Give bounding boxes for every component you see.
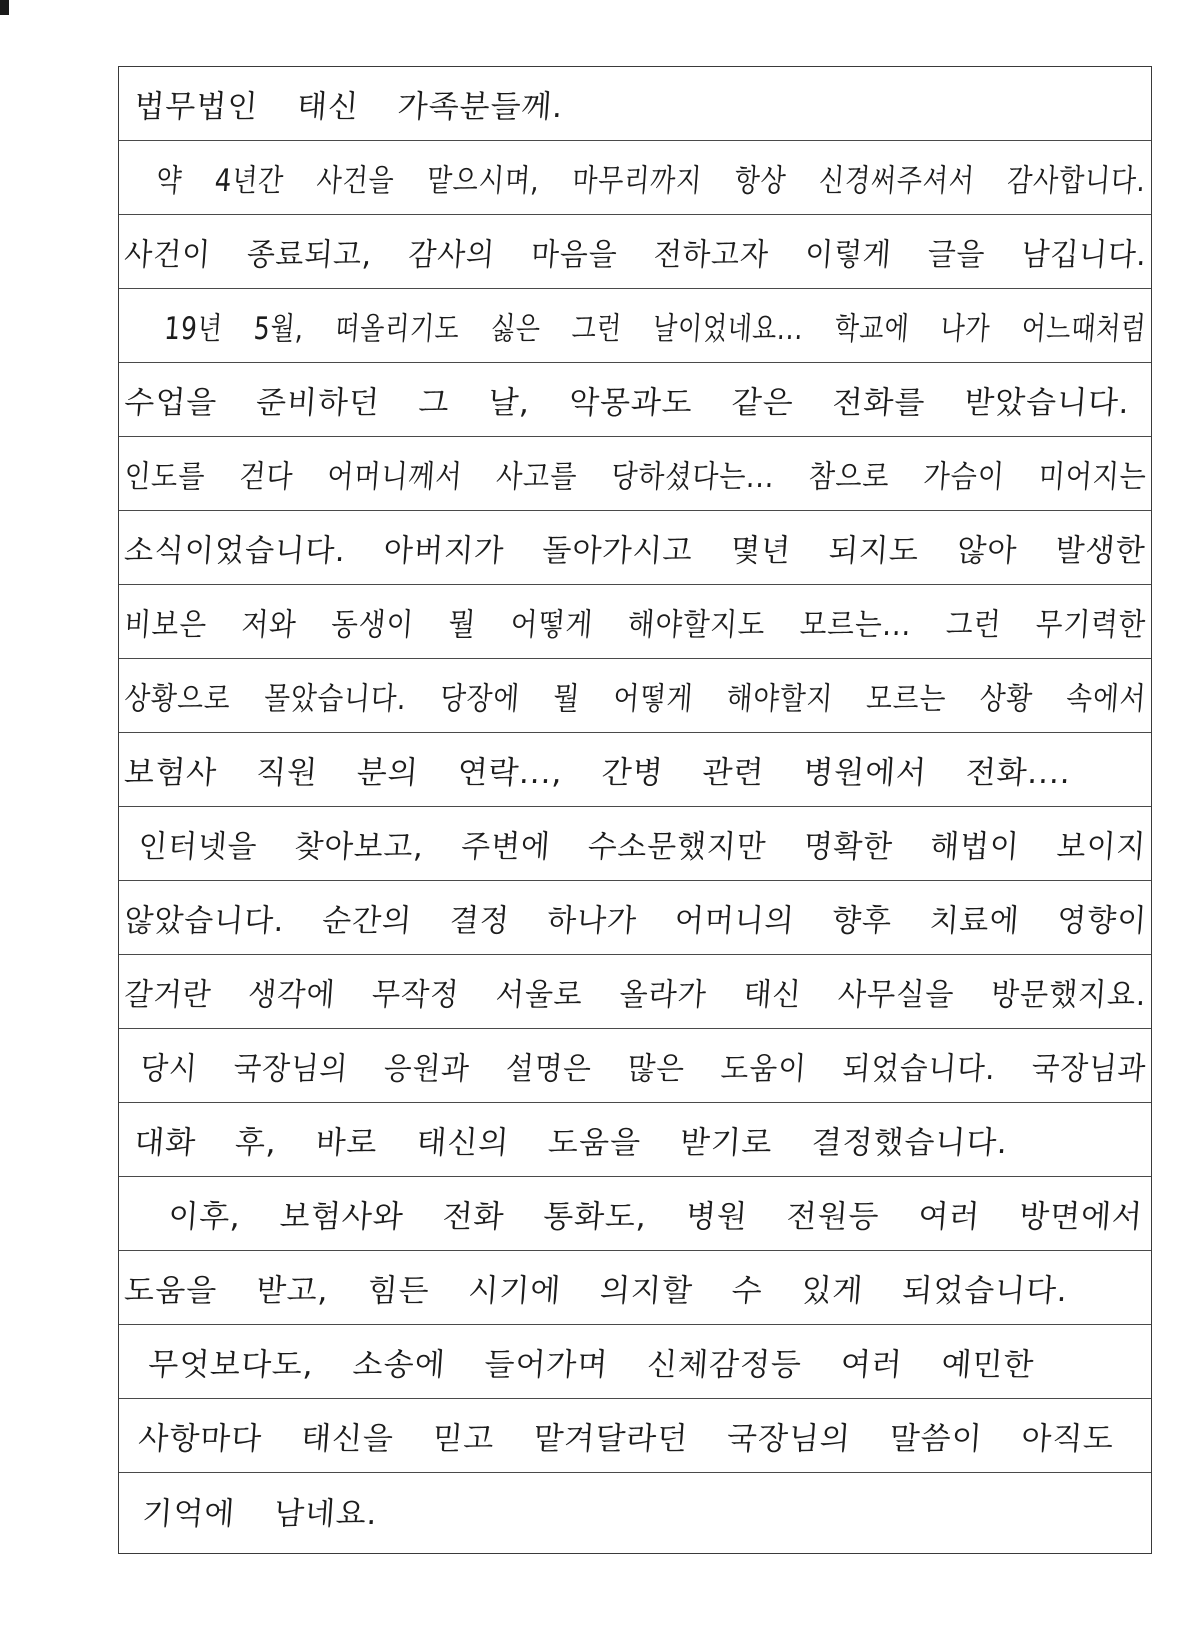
scan-corner-mark	[0, 0, 9, 15]
letter-text: 보험사 직원 분의 연락..., 간병 관련 병원에서 전화....	[123, 755, 1073, 791]
letter-line-9	[119, 659, 1151, 733]
letter-text: 약 4년간 사건을 맡으시며, 마무리까지 항상 신경써주셔서 감사합니다.	[155, 163, 1148, 199]
letter-text: 무엇보다도, 소송에 들어가며 신체감정등 여러 예민한	[147, 1347, 1036, 1383]
letter-line-20	[119, 1473, 1151, 1547]
letter-line-1	[119, 67, 1151, 141]
letter-text: 이후, 보험사와 전화 통화도, 병원 전원등 여러 방면에서	[167, 1199, 1145, 1235]
letter-text: 갈거란 생각에 무작정 서울로 올라가 태신 사무실을 방문했지요.	[123, 977, 1148, 1013]
letter-line-12	[119, 881, 1151, 955]
letter-text: 사항마다 태신을 믿고 맡겨달라던 국장님의 말씀이 아직도	[137, 1421, 1116, 1457]
letter-line-15	[119, 1103, 1151, 1177]
letter-closing: 기억에 남네요.	[141, 1496, 379, 1532]
letter-text: 인도를 걷다 어머니께서 사고를 당하셨다는... 참으로 가슴이 미어지는	[123, 459, 1148, 495]
letter-text: 당시 국장님의 응원과 설명은 많은 도움이 되었습니다. 국장님과	[139, 1051, 1148, 1087]
letter-line-13	[119, 955, 1151, 1029]
lined-letter-sheet	[118, 66, 1152, 1554]
letter-line-16	[119, 1177, 1151, 1251]
letter-text: 대화 후, 바로 태신의 도움을 받기로 결정했습니다.	[133, 1125, 1010, 1161]
letter-text: 소식이었습니다. 아버지가 돌아가시고 몇년 되지도 않아 발생한	[123, 533, 1147, 569]
letter-text: 않았습니다. 순간의 결정 하나가 어머니의 향후 치료에 영향이	[123, 903, 1149, 939]
letter-greeting: 법무법인 태신 가족분들께.	[133, 89, 565, 125]
letter-text: 비보은 저와 동생이 뭘 어떻게 해야할지도 모르는... 그런 무기력한	[123, 607, 1148, 643]
letter-line-14	[119, 1029, 1151, 1103]
letter-line-3	[119, 215, 1151, 289]
letter-line-7	[119, 511, 1151, 585]
letter-line-5	[119, 363, 1151, 437]
letter-line-17	[119, 1251, 1151, 1325]
letter-text: 19년 5월, 떠올리기도 싫은 그런 날이었네요... 학교에 나가 어느때처럼	[163, 311, 1148, 347]
letter-line-6	[119, 437, 1151, 511]
letter-text: 상황으로 몰았습니다. 당장에 뭘 어떻게 해야할지 모르는 상황 속에서	[123, 681, 1148, 717]
letter-line-19	[119, 1399, 1151, 1473]
letter-line-10	[119, 733, 1151, 807]
letter-text: 수업을 준비하던 그 날, 악몽과도 같은 전화를 받았습니다.	[123, 385, 1132, 421]
letter-line-11	[119, 807, 1151, 881]
letter-text: 인터넷을 찾아보고, 주변에 수소문했지만 명확한 해법이 보이지	[137, 829, 1148, 865]
letter-text: 도움을 받고, 힘든 시기에 의지할 수 있게 되었습니다.	[123, 1273, 1070, 1309]
letter-line-2	[119, 141, 1151, 215]
letter-line-8	[119, 585, 1151, 659]
letter-line-18	[119, 1325, 1151, 1399]
letter-text: 사건이 종료되고, 감사의 마음을 전하고자 이렇게 글을 남깁니다.	[123, 237, 1149, 273]
letter-line-4	[119, 289, 1151, 363]
